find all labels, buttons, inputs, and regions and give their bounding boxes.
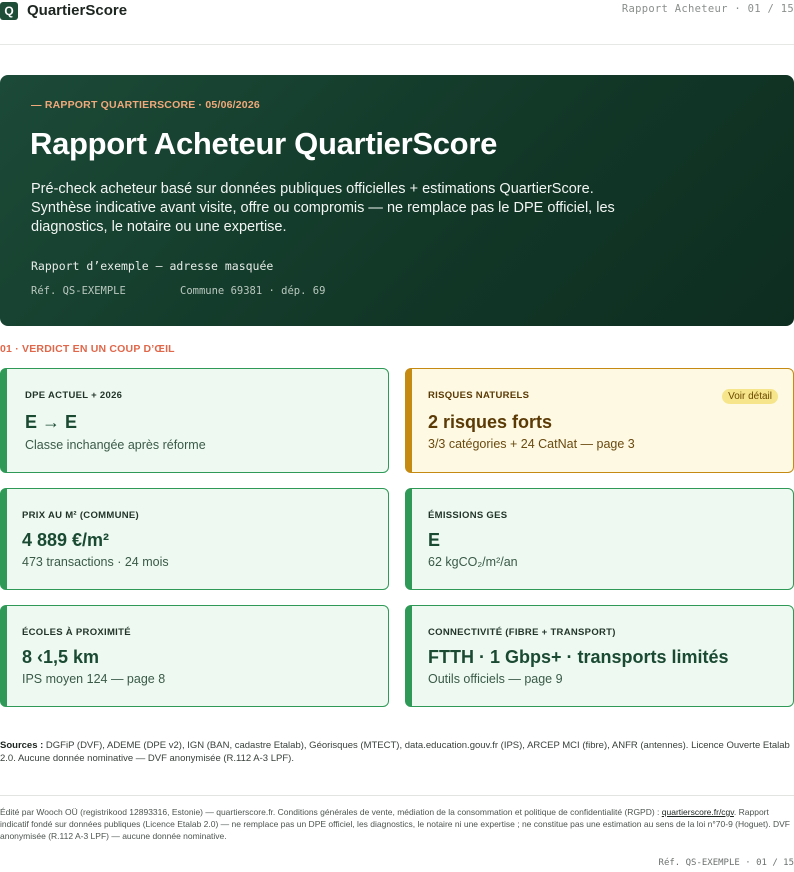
example-note: Rapport d’exemple — adresse masquée bbox=[31, 259, 274, 273]
top-bar bbox=[0, 0, 794, 45]
card-label: RISQUES NATURELS bbox=[428, 390, 530, 401]
card-subtitle: Outils officiels — page 9 bbox=[428, 672, 563, 686]
card-label: CONNECTIVITÉ (FIBRE + TRANSPORT) bbox=[428, 627, 616, 638]
divider bbox=[0, 795, 794, 796]
card-dpe bbox=[0, 368, 389, 473]
card-value: 4 889 €/m² bbox=[22, 530, 110, 550]
commune-info: Commune 69381 · dép. 69 bbox=[180, 285, 326, 297]
hero-kicker: — RAPPORT QUARTIERSCORE · 05/06/2026 bbox=[31, 99, 260, 111]
page-footer-ref: Réf. QS-EXEMPLE · 01 / 15 bbox=[658, 858, 794, 868]
card-subtitle: IPS moyen 124 — page 8 bbox=[22, 672, 166, 686]
card-subtitle: 473 transactions · 24 mois bbox=[22, 555, 169, 569]
card-value: 2 risques forts bbox=[428, 412, 553, 432]
legal-text-1: Édité par Wooch OÜ (registrikood 12893316, Estonie) — quartierscore.fr. Conditions générales de vente, médiation de la consommation et politique de confidentialité (RGPD) : bbox=[0, 807, 662, 817]
brand-name[interactable]: QuartierScore bbox=[27, 2, 128, 19]
card-prix bbox=[0, 488, 389, 590]
card-ges bbox=[405, 488, 794, 590]
page-header-label: Rapport Acheteur · 01 / 15 bbox=[621, 3, 794, 15]
detail-badge[interactable]: Voir détail bbox=[722, 389, 778, 404]
card-value: E → E bbox=[25, 412, 78, 432]
card-value: FTTH · 1 Gbps+ · transports limités bbox=[428, 647, 729, 667]
hero-description: Pré-check acheteur basé sur données publiques officielles + estimations QuartierScore. Synthèse indicative avant visite, offre ou compromis — ne remplace pas le DPE officiel, les diagnostics, le notaire ou une expertise. bbox=[31, 181, 615, 235]
sources-title: Sources : bbox=[0, 740, 44, 751]
card-risques bbox=[405, 368, 794, 473]
card-value: E bbox=[428, 530, 441, 550]
card-value: 8 ‹1,5 km bbox=[22, 647, 100, 667]
legal-text-2: . Rapport indicatif fondé sur données publiques (Licence Etalab 2.0) — ne remplace pas un DPE officiel, les diagnostics, le notaire ni une expertise ; ne constitue pas une estimation au sens de la loi n°70-9 (Hoguet). DVF anonymisée (R.112 A-3 LPF) — aucune donnée nominative. bbox=[0, 807, 790, 841]
section-heading: 01 · VERDICT EN UN COUP D’ŒIL bbox=[0, 343, 175, 355]
page-title: Rapport Acheteur QuartierScore bbox=[30, 126, 498, 161]
card-connectivite bbox=[405, 605, 794, 707]
sources-note bbox=[0, 740, 794, 765]
sources-text: DGFiP (DVF), ADEME (DPE v2), IGN (BAN, cadastre Etalab), Géorisques (MTECT), data.education.gouv.fr (IPS), ARCEP MCI (fibre), ANFR (antennes). Licence Ouverte Etalab 2.0. Aucune donnée nominative — DVF anonymisée (R.112 A-3 LPF). bbox=[0, 740, 790, 764]
card-subtitle: 62 kgCO₂/m²/an bbox=[428, 555, 518, 569]
card-ecoles bbox=[0, 605, 389, 707]
card-subtitle: 3/3 catégories + 24 CatNat — page 3 bbox=[428, 437, 635, 451]
card-label: ÉMISSIONS GES bbox=[428, 510, 508, 521]
report-reference: Réf. QS-EXEMPLE bbox=[31, 285, 126, 297]
card-label: PRIX AU M² (COMMUNE) bbox=[22, 510, 139, 521]
brand-logo-icon[interactable]: Q bbox=[0, 2, 18, 20]
card-label: ÉCOLES À PROXIMITÉ bbox=[22, 627, 131, 638]
legal-note bbox=[0, 806, 794, 842]
card-subtitle: Classe inchangée après réforme bbox=[25, 438, 206, 452]
cgv-link[interactable]: quartierscore.fr/cgv bbox=[661, 807, 734, 817]
card-label: DPE ACTUEL + 2026 bbox=[25, 390, 123, 401]
